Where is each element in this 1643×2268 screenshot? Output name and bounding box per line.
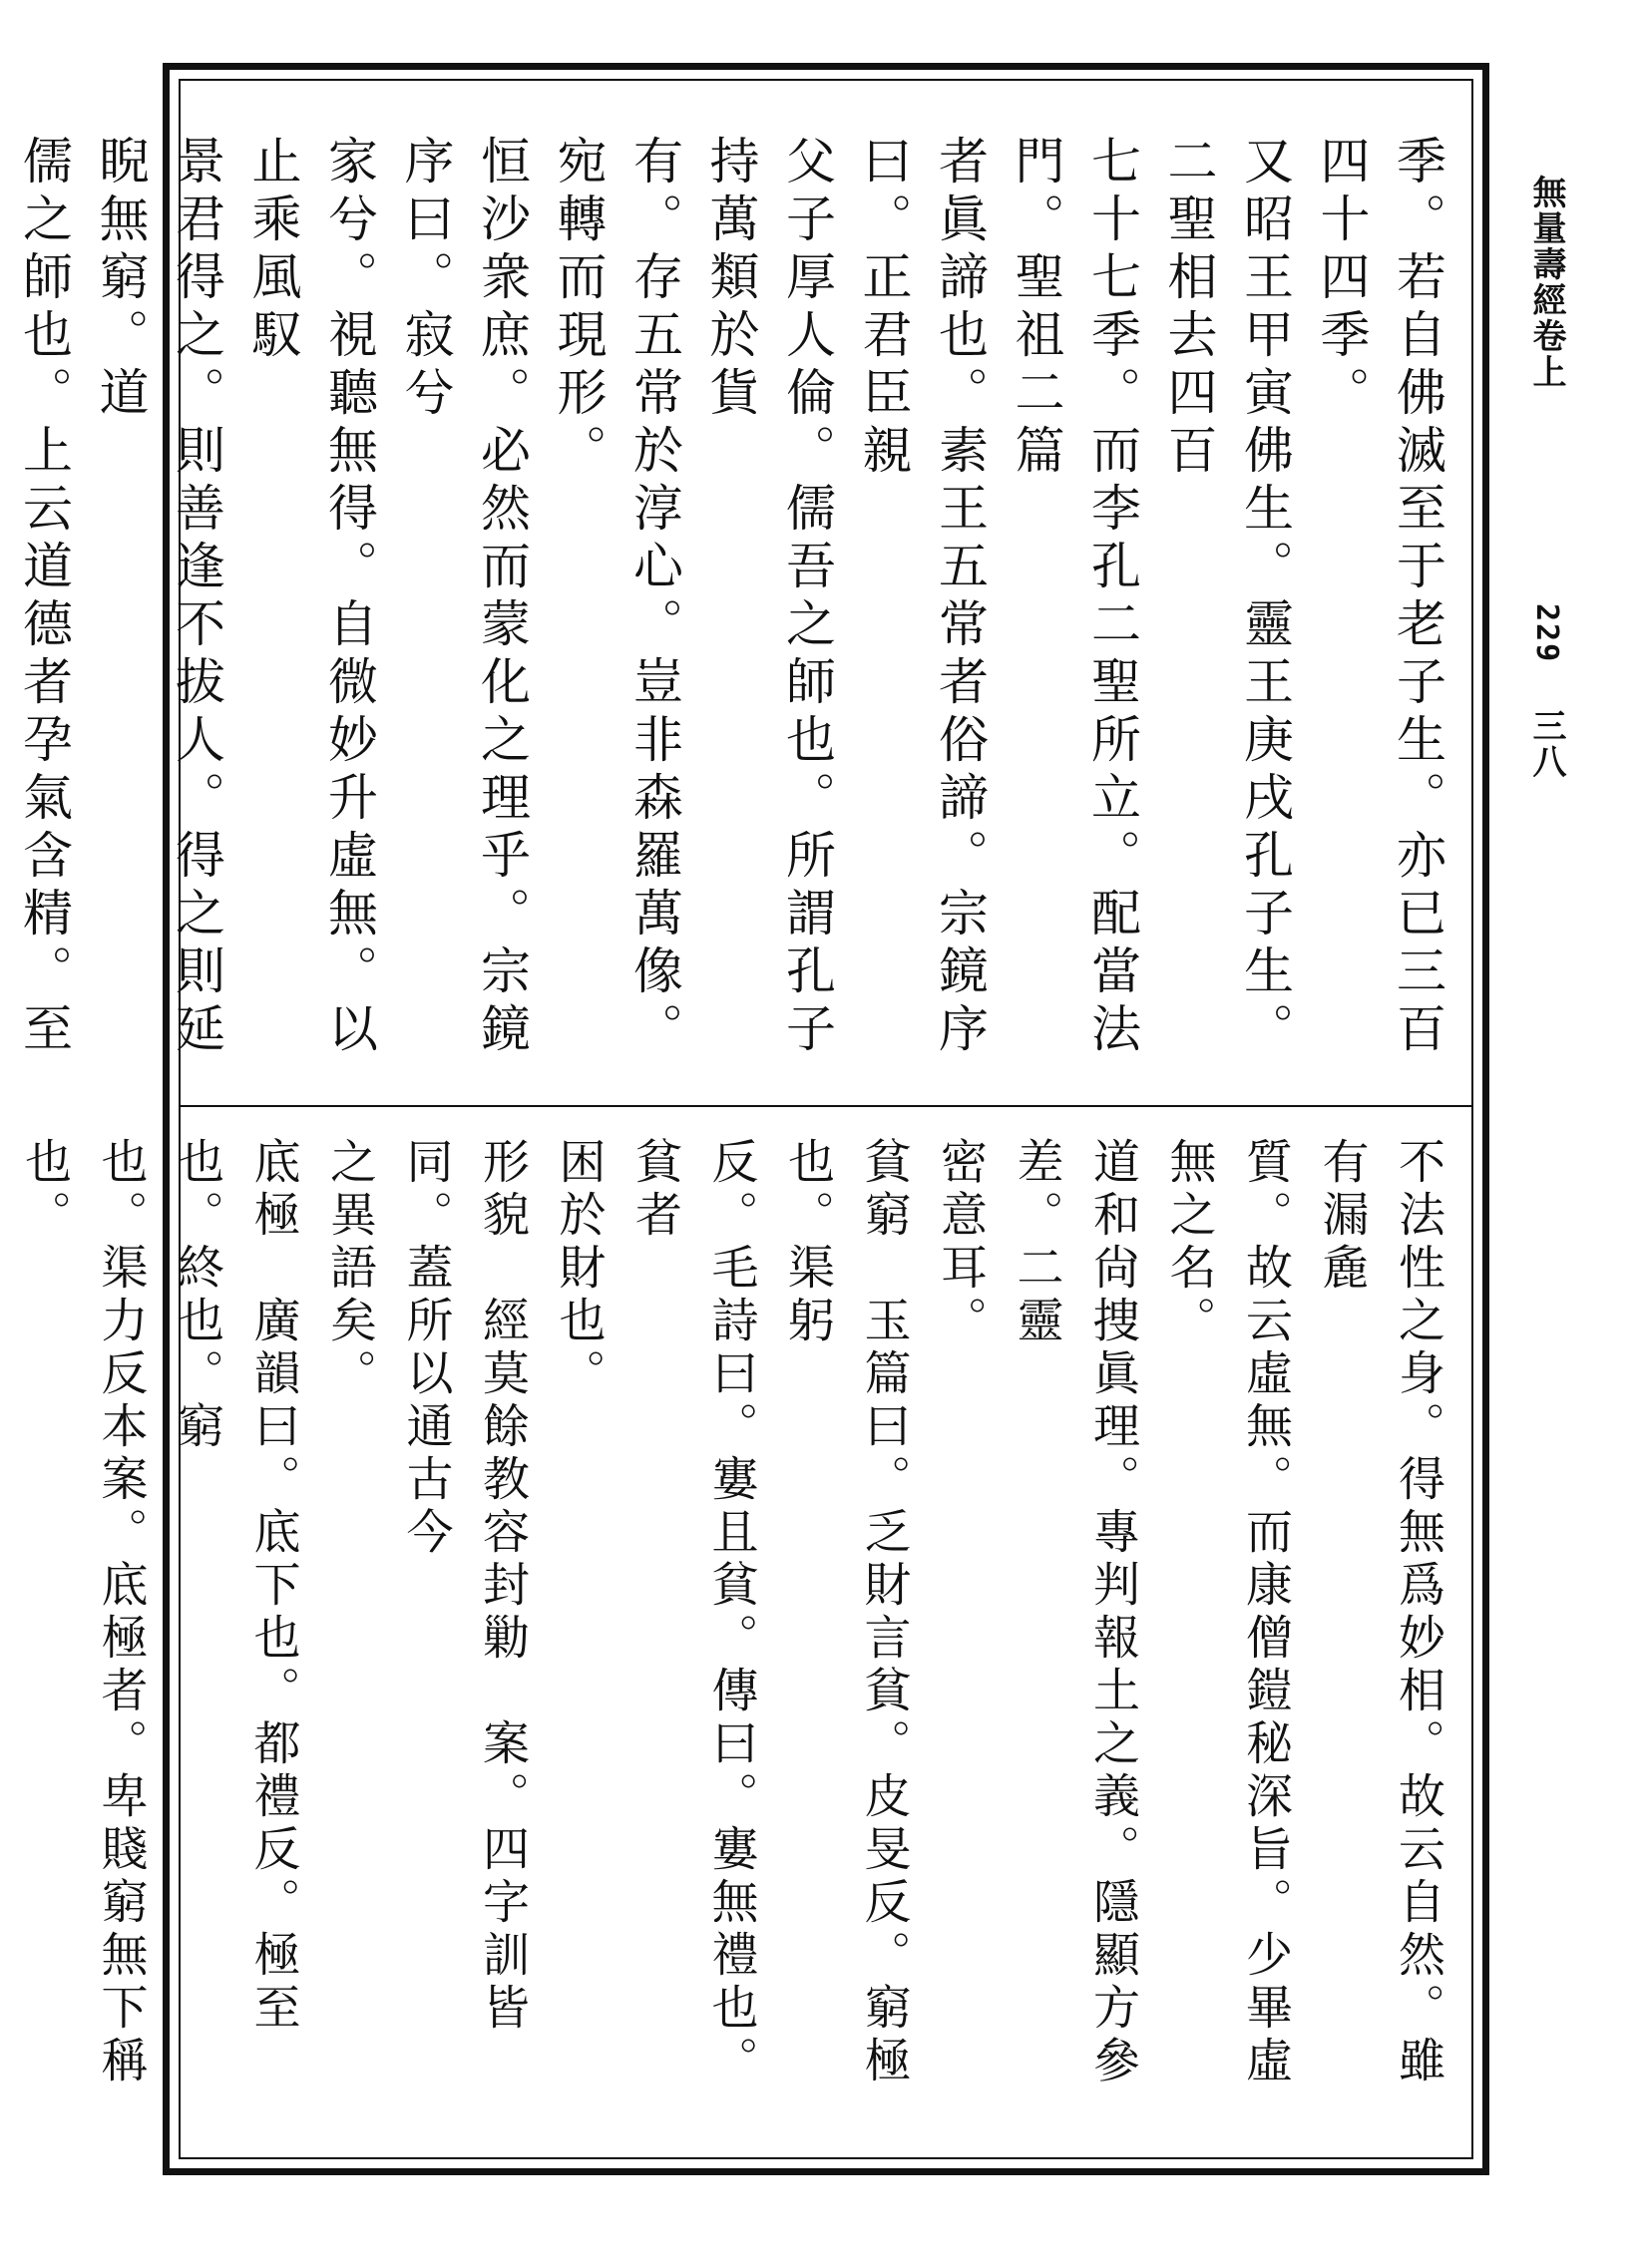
text-column: 七十七季。而李孔二聖所立。配當法門。聖祖二篇 bbox=[1007, 135, 1141, 1060]
text-column: 之異語矣。 bbox=[322, 1137, 377, 1401]
text-column: 家兮。視聽無得。自微妙升虛無。以止乘風馭 bbox=[243, 135, 378, 1060]
page-number: 三八 bbox=[1526, 708, 1566, 780]
running-header bbox=[1516, 175, 1616, 1371]
running-title: 無量壽經卷上 bbox=[1526, 175, 1566, 390]
text-column: 質。故云虛無。而康僧鎧秘深旨。少畢虛無之名。 bbox=[1161, 1137, 1293, 2088]
text-column: 者眞諦也。素王五常者俗諦。宗鏡序曰。正君臣親 bbox=[854, 135, 989, 1060]
text-column: 有。存五常於淳心。豈非森羅萬像。宛轉而現形。 bbox=[549, 135, 683, 1060]
text-column: 反。毛詩曰。寠且貧。傳曰。寠無禮也。貧者 bbox=[627, 1137, 759, 2088]
lower-text-section bbox=[17, 1137, 1455, 2134]
text-column: 道和尙捜眞理。專判報土之義。隱顯方參差。二靈 bbox=[1009, 1137, 1140, 2088]
text-column: 季。若自佛滅至于老子生。亦已三百四十四季。 bbox=[1312, 135, 1446, 1060]
upper-text-section bbox=[15, 135, 1455, 1087]
text-column: 也。渠力反本案。底極者。卑賤窮無下稱也。 bbox=[17, 1137, 149, 2088]
text-column: 底極 廣韻曰。底下也。都禮反。極至也。終也。窮 bbox=[170, 1137, 301, 2036]
text-column: 密意耳。 bbox=[933, 1137, 988, 1348]
text-column: 不法性之身。得無爲妙相。故云自然。雖有漏麁 bbox=[1314, 1137, 1445, 2088]
text-column: 困於財也。 bbox=[551, 1137, 607, 1401]
text-column: 景君得之。則善逢不拔人。得之則延睨無窮。道 bbox=[91, 135, 225, 1060]
text-column bbox=[0, 1137, 6, 2134]
text-column: 父子厚人倫。儒吾之師也。所謂孔子持萬類於貨 bbox=[701, 135, 836, 1060]
section-divider bbox=[181, 1105, 1471, 1107]
text-column: 儒之師也。上云道德者孕氣含精。至 bbox=[15, 135, 73, 1060]
folio-number: 229 bbox=[1529, 603, 1564, 664]
text-column: 又昭王甲寅佛生。靈王庚戌孔子生。二聖相去四百 bbox=[1159, 135, 1294, 1060]
text-column: 形貌 經莫餘教容封勦 案。四字訓皆同。蓋所以通古今 bbox=[398, 1137, 530, 2036]
text-column: 恒沙衆庶。必然而蒙化之理乎。宗鏡序曰。寂兮 bbox=[396, 135, 531, 1060]
text-column: 貧窮 玉篇曰。乏財言貧。皮旻反。窮極也。渠躬 bbox=[780, 1137, 912, 2088]
